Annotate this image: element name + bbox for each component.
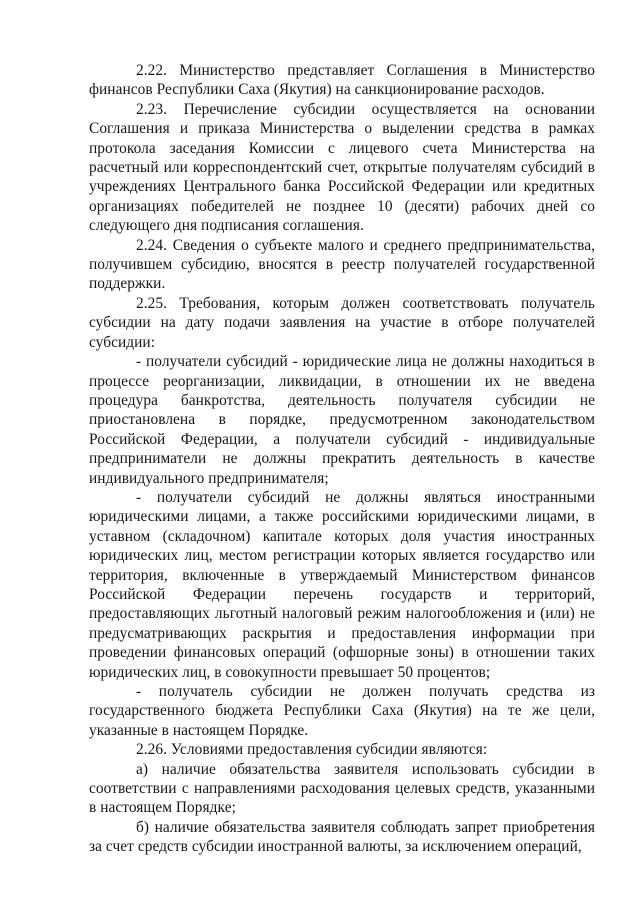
requirement-item-budget-funds: - получатель субсидии не должен получать средства из государственного бюджета Республики Саха (Якутия) на те же цели, указанные в настоящем Порядке. bbox=[89, 683, 595, 739]
paragraph-2-26: 2.26. Условиями предоставления субсидии являются: bbox=[136, 741, 488, 759]
paragraph-2-23: 2.23. Перечисление субсидии осуществляется на основании Соглашения и приказа Министерства о выделении средства в рамках протокола заседания Комиссии с лицевого счета Министерства на расчетный или корреспондентский счет, открытые получателям субсидий в учреждениях Центрального банка Российской Федерации или кредитных организациях победителей не позднее 10 (десяти) рабочих дней со следующего дня подписания соглашения. bbox=[89, 100, 595, 235]
condition-item-b: б) наличие обязательства заявителя соблюдать запрет приобретения за счет средств субсидии иностранной валюты, за исключением операций, bbox=[89, 818, 595, 856]
paragraph-2-25: 2.25. Требования, которым должен соответствовать получатель субсидии на дату подачи заявления на участие в отборе получателей субсидии: bbox=[89, 294, 595, 351]
requirement-item-foreign-entities: - получатели субсидий не должны являться иностранными юридическими лицами, а также российскими юридическими лицами, в уставном (складочном) капитале которых доля участия иностранных юридических лиц, местом регистрации которых является государство или территория, включенные в утверждаемый Министерством финансов Российской Федерации перечень государств и территорий, предоставляющих льготный налоговый режим налогообложения и (или) не предусматривающих раскрытия и предоставления информации при проведении финансовых операций (офшорные зоны) в отношении таких юридических лиц, в совокупности превышает 50 процентов; bbox=[89, 488, 595, 681]
paragraph-2-24: 2.24. Сведения о субъекте малого и среднего предпринимательства, получившем субсидию, вносятся в реестр получателей государственной поддержки. bbox=[89, 236, 595, 293]
document-body bbox=[89, 61, 595, 857]
paragraph-2-22: 2.22. Министерство представляет Соглашения в Министерство финансов Республики Саха (Якутия) на санкционирование расходов. bbox=[89, 62, 595, 99]
condition-item-a: а) наличие обязательства заявителя использовать субсидии в соответствии с направлениями расходования целевых средств, указанными в настоящем Порядке; bbox=[89, 760, 595, 817]
requirement-item-reorganization: - получатели субсидий - юридические лица не должны находиться в процессе реорганизации, ликвидации, в отношении их не введена процедура банкротства, деятельность получателя субсидии не приостановлена в порядке, предусмотренном законодательством Российской Федерации, а получатели субсидий - индивидуальные предприниматели не должны прекратить деятельность в качестве индивидуального предпринимателя; bbox=[89, 353, 595, 487]
